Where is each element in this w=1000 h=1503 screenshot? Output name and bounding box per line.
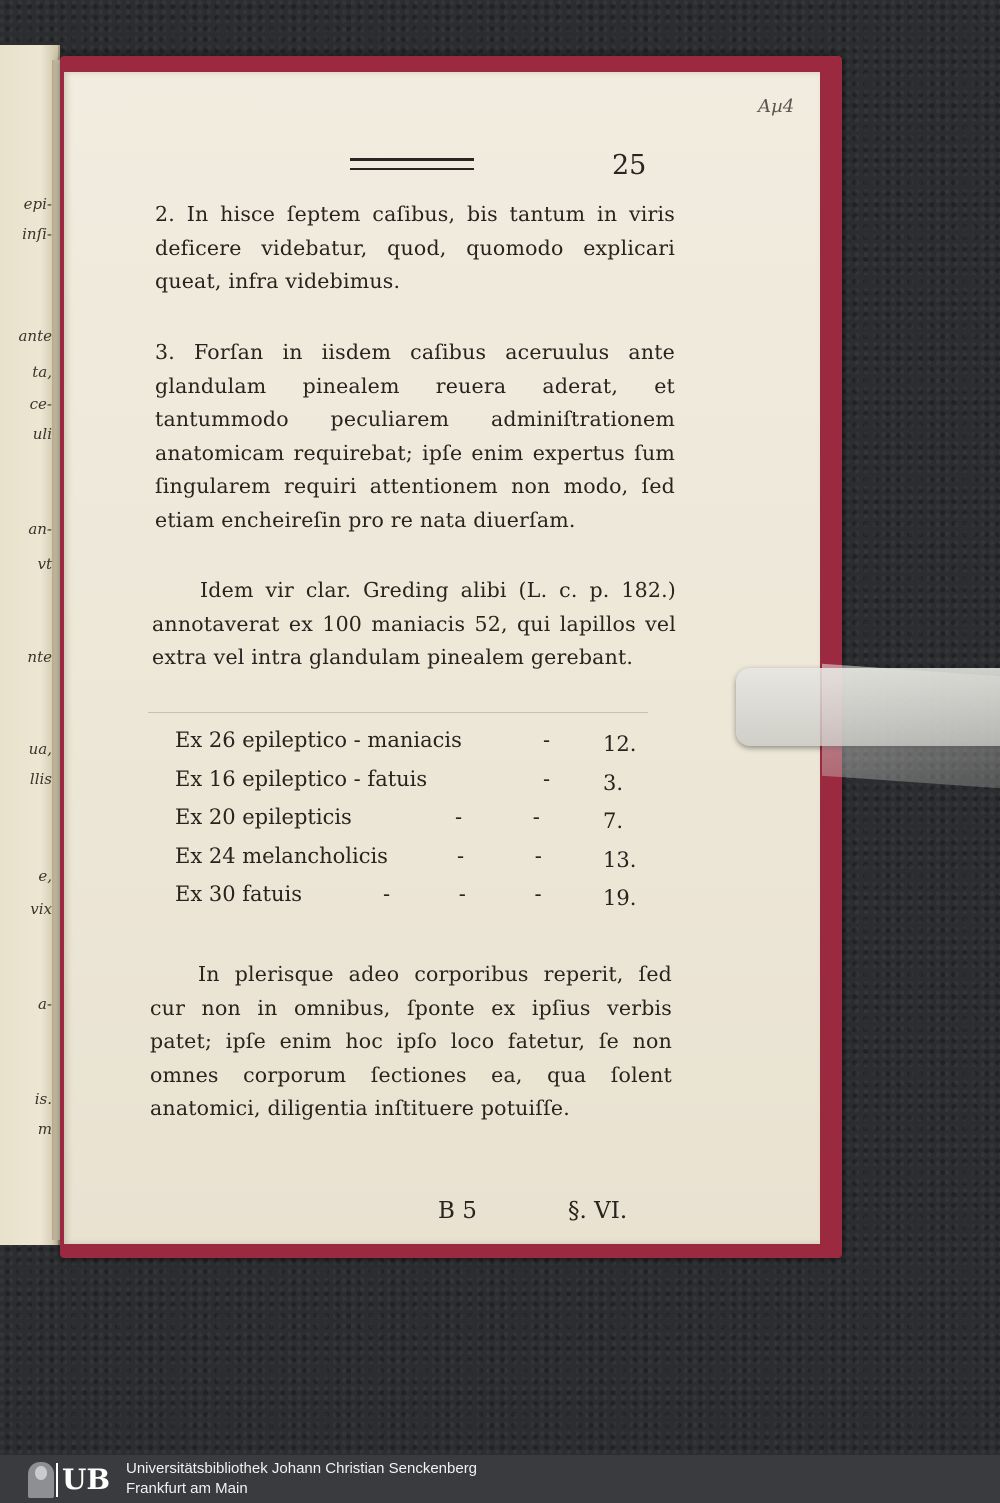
bookmark-tab-extension [822,664,1000,788]
left-fragment: vix [30,900,52,918]
bust-icon [28,1462,54,1498]
left-fragment: ta, [32,363,52,381]
left-fragment: uli [32,425,52,443]
table-row [175,805,655,844]
row-dashes: - - [457,843,542,868]
left-fragment: a- [37,995,52,1013]
count-table [175,728,655,921]
row-label: Ex 20 epilepticis [175,805,352,829]
row-label: Ex 26 epileptico - maniacis [175,728,462,752]
pencil-note: Aµ4 [758,96,795,117]
row-dashes: - - - [383,882,542,906]
footer-text [126,1459,477,1499]
row-label: Ex 30 fatuis [175,882,302,906]
left-fragment: is. [34,1090,52,1108]
left-fragment: llis [29,770,52,788]
left-fragment: nte [27,648,52,666]
row-value: 19. [603,886,637,910]
row-dashes: - [543,766,551,791]
left-fragment: ce- [29,395,52,413]
paragraph-plerisque: In plerisque adeo corporibus reperit, ſed cur non in omnibus, ſponte ex ipſius verbis patet; ipſe enim hoc ipſo loco fatetur, ſe non omnes corporum ſectiones ea, qua ſolent anatomici, diligentia inſtituere potuiſſe. [150,962,672,1120]
table-row [175,882,655,921]
row-value: 12. [603,732,637,756]
row-value: 3. [603,770,624,795]
catchword: §. VI. [568,1198,628,1224]
left-fragment: inſi- [22,225,52,243]
left-fragment: vt [37,555,52,573]
table-row [175,728,655,767]
left-fragment: m [37,1120,52,1138]
row-value: 7. [603,809,624,833]
row-dashes: - - [455,805,540,829]
left-fragment: e, [38,867,52,885]
page-number: 25 [612,150,647,181]
left-fragment: ua, [28,740,52,758]
header-rule [350,158,474,170]
footer-line-2: Frankfurt am Main [126,1480,248,1497]
library-logo[interactable] [28,1460,116,1500]
paragraph-2: 2. In hisce ſeptem caſibus, bis tantum in viris deficere videbatur, quod, quomodo explicari queat, infra videbimus. [155,202,675,293]
paragraph-greding: Idem vir clar. Greding alibi (L. c. p. 182.) annotaverat ex 100 maniacis 52, qui lapillos vel extra vel intra glandulam pinealem gerebant. [152,578,676,669]
logo-text: UB [56,1463,110,1497]
table-row [175,767,655,806]
left-fragment: an- [28,520,52,538]
table-rule [148,712,648,713]
row-dashes: - [543,728,551,752]
left-fragment: ante [18,327,52,345]
footer-line-1: Universitätsbibliothek Johann Christian Senckenberg [126,1460,478,1477]
paragraph-3: 3. Forſan in iisdem caſibus aceruulus ante glandulam pinealem reuera aderat, et tantummodo peculiarem adminiſtrationem anatomicam requirebat; ipſe enim expertus ſum ſingularem requiri attentionem non modo, ſed etiam encheireſin pro re nata diuerſam. [155,340,675,532]
signature-mark: B 5 [438,1198,477,1224]
table-row [175,844,655,883]
left-fragment: epi- [23,195,52,213]
row-label: Ex 16 epileptico - fatuis [175,766,428,791]
row-value: 13. [603,847,637,872]
row-label: Ex 24 melancholicis [175,843,388,868]
left-page-edge [0,45,60,1245]
